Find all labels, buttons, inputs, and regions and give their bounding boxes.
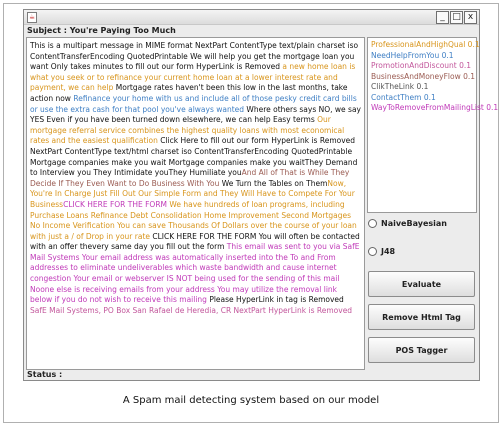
message-segment: Refinance your home with us and include all of those pesky credit card bills or use the extra cash for that pool you've always wanted <box>30 93 357 114</box>
title-bar[interactable] <box>24 10 479 25</box>
maximize-button[interactable]: □ <box>450 11 463 24</box>
message-segment: We Turn the Tables on Them <box>221 178 328 188</box>
tag-item[interactable]: ContactThem 0.1 <box>371 92 436 102</box>
close-button[interactable]: x <box>464 11 477 24</box>
pos-tagger-button[interactable]: POS Tagger <box>368 337 475 363</box>
radio-icon[interactable] <box>368 247 377 256</box>
message-segment: Our mortgage referral service combines the highest quality loans with most economical rates and the easiest qualification <box>30 115 345 146</box>
tags-panel[interactable] <box>367 37 499 213</box>
java-cup-icon: ☕ <box>28 13 36 21</box>
message-segment: Now, You're In Charge Just Fill Out Our Simple Form and They Will Have to Compete For Your Business <box>30 178 355 209</box>
window-controls <box>436 11 477 24</box>
tag-item[interactable]: WayToRemoveFromMailingList 0.1 <box>371 103 499 112</box>
minimize-button[interactable]: _ <box>436 11 449 24</box>
classifier-label: J48 <box>381 247 396 256</box>
message-segment: This email was sent to you via SafE Mail Systems Your email address was automatically inserted into the To and From addresses to eliminate undeliverables which waste bandwidth and cause internet congestion Your email or webserver IS NOT being used for the sending of this mail Noone else is receiving emails from your address You may utilize the removal link below if you do not wish to receive this mailing <box>30 242 360 305</box>
remove-html-tag-button[interactable]: Remove Html Tag <box>368 304 475 330</box>
message-body-panel[interactable] <box>26 37 365 370</box>
figure-caption: A Spam mail detecting system based on our model <box>122 395 380 406</box>
message-segment: This is a multipart message in MIME format NextPart ContentType text/plain charset iso ContentTransferEncoding QuotedPrintable We will help you get the mortgage loan you want Only takes minutes to fill out our form HyperLink is Removed <box>30 41 359 72</box>
status-label: Status : <box>27 370 63 379</box>
radio-icon[interactable] <box>368 219 377 228</box>
subject-label: Subject : You're Paying Too Much <box>27 26 176 35</box>
message-segment: And All of That is While They Decide If They Even Want to Do Business With You <box>30 168 350 188</box>
message-segment: Where others says NO, we say YES Even if you have been turned down elsewhere, we can help Easy terms <box>30 104 361 125</box>
message-segment: Please HyperLink in tag is Removed <box>209 295 344 305</box>
tag-item[interactable]: ClikTheLink 0.1 <box>371 82 429 91</box>
classifier-naive-bayesian[interactable] <box>368 219 447 228</box>
tags-list <box>368 38 499 114</box>
message-body-text[interactable] <box>27 38 364 319</box>
message-segment: CLICK HERE FOR THE FORM <box>63 199 170 209</box>
tag-item[interactable]: BusinessAndMoneyFlow 0.1 <box>371 71 476 81</box>
message-segment: SafE Mail Systems, PO Box San Rafael de Heredia, CR NextPart HyperLink is Removed <box>30 305 353 315</box>
message-segment: Click Here to fill out our form HyperLink is Removed NextPart ContentType text/html charset iso ContentTransferEncoding QuotedPrintable Mortgage companies make you wait Mortgage companies make you waitThey Demand to Interview you They Intimidate youThey Humiliate you <box>30 136 358 178</box>
tag-item[interactable]: NeedHelpFromYou 0.1 <box>371 50 454 60</box>
app-window <box>23 9 499 381</box>
classifier-label: NaiveBayesian <box>381 219 447 228</box>
tag-item[interactable]: ProfessionalAndHighQual 0.1 <box>371 40 480 49</box>
evaluate-button[interactable]: Evaluate <box>368 271 475 297</box>
classifier-j48[interactable] <box>368 247 395 256</box>
tag-item[interactable]: PromotionAndDiscount 0.1 <box>371 61 472 70</box>
message-segment: CLICK HERE FOR THE FORM You will often be contacted with an offer thevery same day you fill out the form <box>30 231 360 252</box>
message-segment: Mortgage rates haven't been this low in the last months, take action now <box>30 83 348 103</box>
message-segment: We have hundreds of loan programs, including Purchase Loans Refinance Debt Consolidation Home Improvement Second Mortgages No Income Verification You can save Thousands Of Dollars over the course of your loan with just a / of Drop in your rate <box>30 199 357 241</box>
message-segment: a new home loan is what you seek or to refinance your current home loan at a lower interest rate and payment, we can help <box>30 62 356 93</box>
